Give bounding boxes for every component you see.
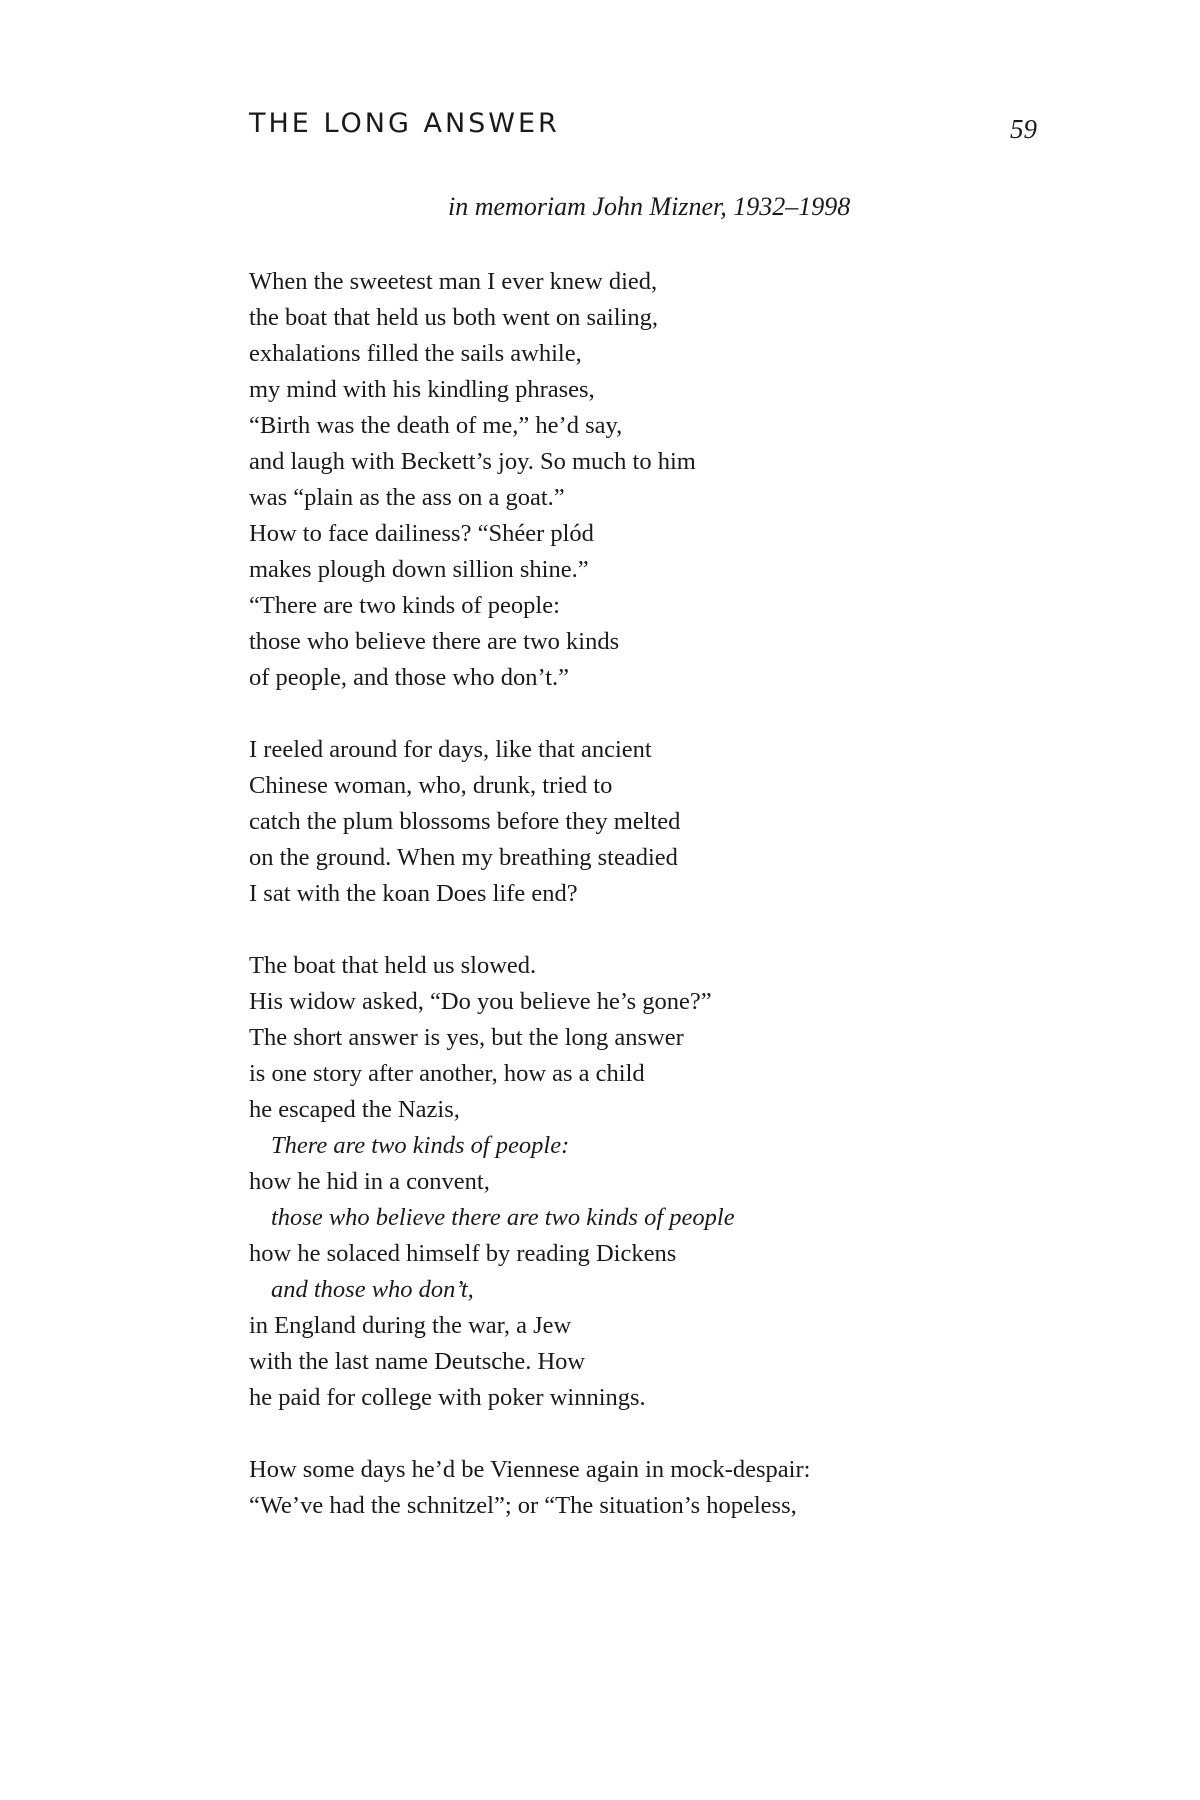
poem-line: His widow asked, “Do you believe he’s gone?”	[249, 988, 712, 1015]
poem-line: catch the plum blossoms before they melted	[249, 808, 681, 835]
stanza	[249, 264, 1149, 696]
poem-line-italic-refrain: and those who don’t,	[271, 1276, 474, 1303]
poem-line: When the sweetest man I ever knew died,	[249, 268, 658, 295]
stanza	[249, 1452, 1149, 1524]
poem-body	[249, 264, 1149, 1524]
poem-line-italic-refrain: those who believe there are two kinds of people	[271, 1204, 735, 1231]
stanza	[249, 732, 1149, 912]
poem-line: I sat with the koan Does life end?	[249, 880, 578, 907]
poem-line: he escaped the Nazis,	[249, 1096, 460, 1123]
poem-line: was “plain as the ass on a goat.”	[249, 484, 565, 511]
poem-line: on the ground. When my breathing steadied	[249, 844, 678, 871]
stanza-break	[249, 912, 1149, 948]
page-number: 59	[1010, 114, 1037, 144]
stanza	[249, 948, 1149, 1416]
poem-line: “We’ve had the schnitzel”; or “The situation’s hopeless,	[249, 1492, 797, 1519]
poem-line: he paid for college with poker winnings.	[249, 1384, 646, 1411]
poem-line: how he solaced himself by reading Dickens	[249, 1240, 677, 1267]
poem-line: “There are two kinds of people:	[249, 592, 560, 619]
poem-line: how he hid in a convent,	[249, 1168, 490, 1195]
poem-line: “Birth was the death of me,” he’d say,	[249, 412, 623, 439]
poem-line: How some days he’d be Viennese again in mock-despair:	[249, 1456, 811, 1483]
poem-line: makes plough down sillion shine.”	[249, 556, 589, 583]
poem-line: exhalations filled the sails awhile,	[249, 340, 582, 367]
poem-line: The short answer is yes, but the long answer	[249, 1024, 684, 1051]
running-head-title: THE LONG ANSWER	[249, 108, 560, 139]
poem-line: How to face dailiness? “Shéer plód	[249, 520, 594, 547]
poem-line: the boat that held us both went on sailing,	[249, 304, 658, 331]
poem-line: Chinese woman, who, drunk, tried to	[249, 772, 613, 799]
poem-line: in England during the war, a Jew	[249, 1312, 572, 1339]
dedication: in memoriam John Mizner, 1932–1998	[448, 192, 851, 221]
poem-line: I reeled around for days, like that ancient	[249, 736, 652, 763]
poem-line-italic-refrain: There are two kinds of people:	[271, 1132, 570, 1159]
poem-line: The boat that held us slowed.	[249, 952, 537, 979]
stanza-break	[249, 1416, 1149, 1452]
stanza-break	[249, 696, 1149, 732]
poem-line: and laugh with Beckett’s joy. So much to him	[249, 448, 696, 475]
poem-line: with the last name Deutsche. How	[249, 1348, 586, 1375]
poem-line: those who believe there are two kinds	[249, 628, 620, 655]
poem-line: of people, and those who don’t.”	[249, 664, 570, 691]
poem-line: is one story after another, how as a child	[249, 1060, 645, 1087]
poem-line: my mind with his kindling phrases,	[249, 376, 595, 403]
